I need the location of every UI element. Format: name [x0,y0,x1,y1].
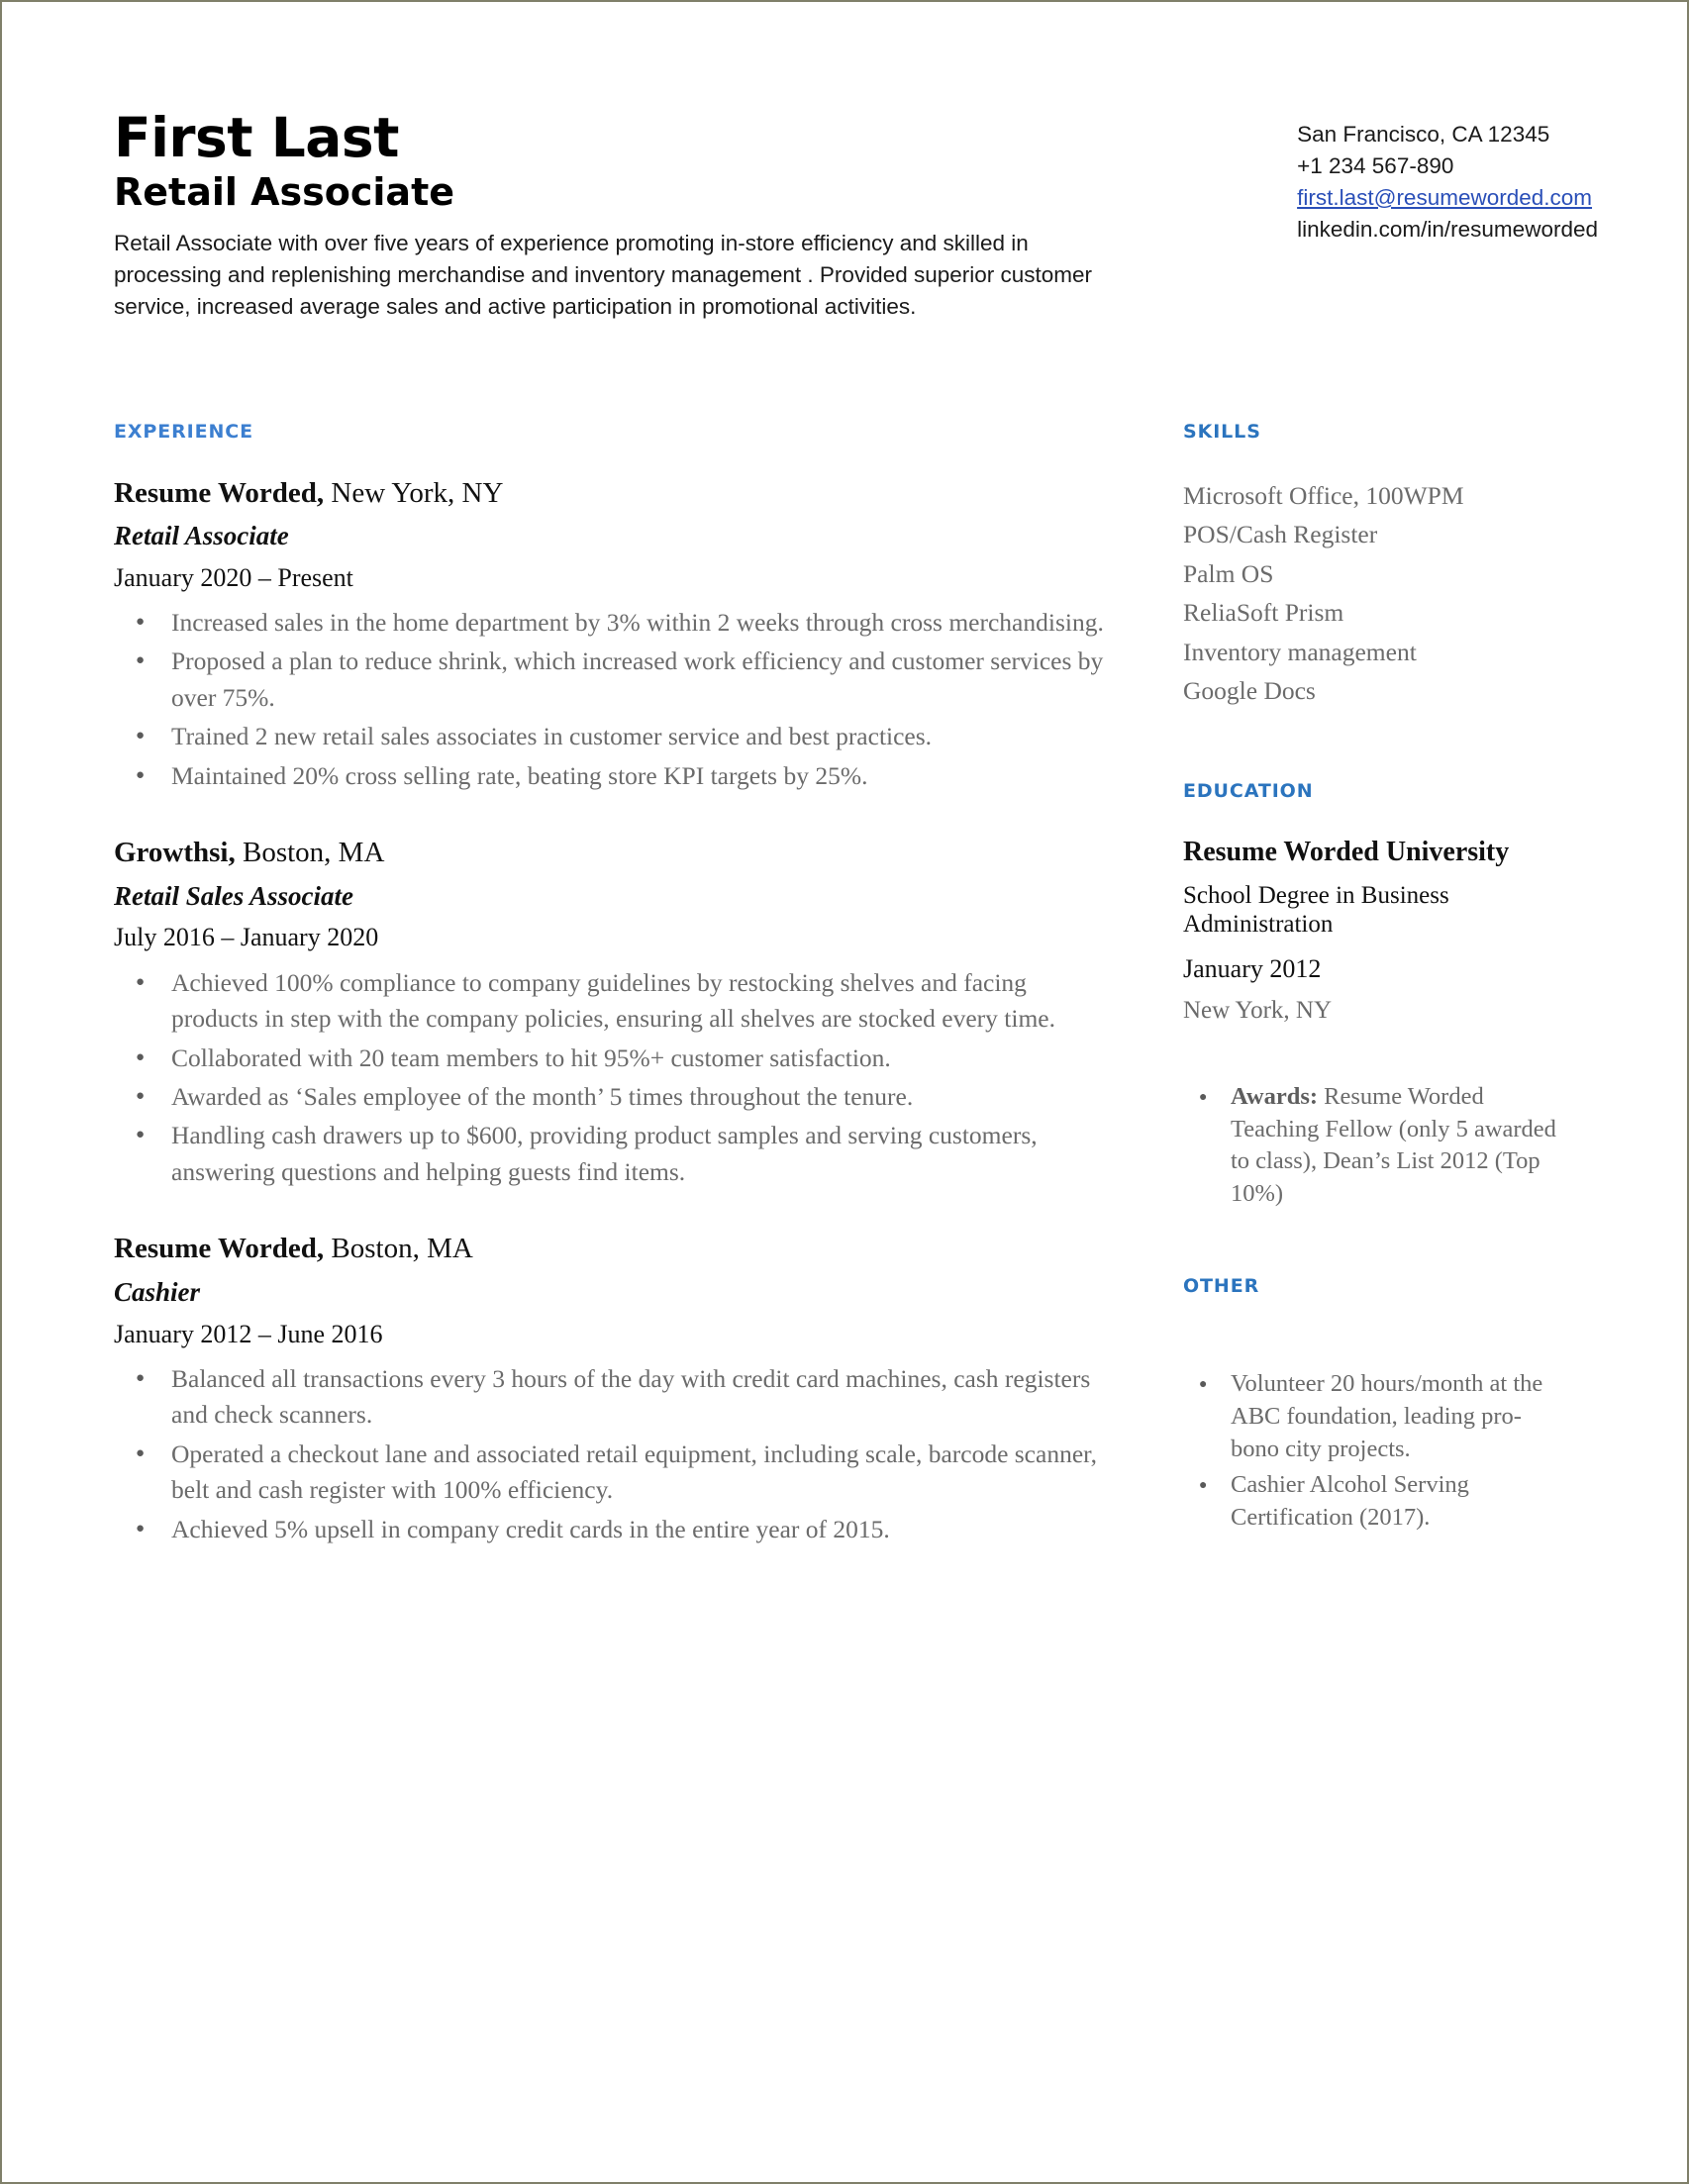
education-degree: School Degree in Business Administration [1183,881,1449,939]
contact-location: San Francisco, CA 12345 [1297,122,1550,147]
main-column [114,421,1104,1550]
resume-body [114,421,1598,1550]
skill-item: Inventory management [1183,637,1417,666]
job-company-name: Growthsi, [114,837,236,869]
job-bullet: ● Operated a checkout lane and associated retail equipment, including scale, barcode scanner, belt and cash register with 100% efficiency. [114,1437,1104,1509]
skill-item: Microsoft Office, 100WPM [1183,480,1464,510]
job-company-line [114,1232,1104,1266]
contact-linkedin: linkedin.com/in/resumeworded [1297,216,1598,242]
resume-header [114,106,1598,324]
skills-list [1183,476,1559,711]
awards-label: Awards: [1231,1083,1319,1111]
job-bullet-list [114,1361,1104,1547]
job-bullet: ● Trained 2 new retail sales associates in customer service and best practices. [114,719,1104,754]
other-section [1183,1275,1559,1534]
resume-content [114,106,1598,1550]
job-date-range: January 2012 – June 2016 [114,1319,383,1348]
sidebar-column [1183,421,1559,1539]
education-section [1183,780,1559,1211]
job-bullet: ● Collaborated with 20 team members to hit 95%+ customer satisfaction. [114,1041,1104,1076]
other-item: ● Volunteer 20 hours/month at the ABC foundation, leading pro-bono city projects. [1183,1368,1559,1465]
education-location: New York, NY [1183,997,1333,1025]
section-heading-education: EDUCATION [1183,779,1314,802]
contact-email-link[interactable]: first.last@resumeworded.com [1297,184,1593,210]
skills-section [1183,421,1559,711]
section-heading-experience: EXPERIENCE [114,420,254,443]
header-left-block [114,106,1104,324]
candidate-name: First Last [114,106,399,169]
job-location: Boston, MA [235,837,385,869]
education-award-item [1183,1081,1559,1210]
job-company-line [114,476,1104,511]
job-company-line [114,836,1104,870]
awards-text: Resume Worded Teaching Fellow (only 5 awarded to class), Dean’s List 2012 (Top 10%) [1231,1083,1556,1207]
spacer [1183,1026,1559,1081]
spacer [1183,711,1559,780]
job-location: New York, NY [324,476,504,509]
professional-summary: Retail Associate with over five years of experience promoting in-store efficiency and skilled in processing and replenishing merchandise and inventory management . Provided superior customer service, increased average sales and active participation in promotional activities. [114,231,1093,320]
skill-item: ReliaSoft Prism [1183,598,1344,628]
contact-phone: +1 234 567-890 [1297,152,1454,178]
experience-entry [114,836,1104,1190]
candidate-title: Retail Associate [114,170,455,215]
job-role-title: Cashier [114,1277,201,1308]
job-bullet: ● Maintained 20% cross selling rate, beating store KPI targets by 25%. [114,758,1104,794]
skill-item: Palm OS [1183,558,1274,588]
section-heading-skills: SKILLS [1183,420,1261,443]
job-bullet: ● Increased sales in the home department by 3% within 2 weeks through cross merchandising. [114,605,1104,641]
job-bullet: ● Handling cash drawers up to $600, providing product samples and serving customers, answering questions and helping guests find items. [114,1118,1104,1190]
job-bullet: ● Balanced all transactions every 3 hours of the day with credit card machines, cash registers and check scanners. [114,1361,1104,1434]
experience-entry [114,1232,1104,1547]
skill-item: POS/Cash Register [1183,520,1378,549]
job-bullet: ● Achieved 5% upsell in company credit cards in the entire year of 2015. [114,1512,1104,1547]
education-awards-list [1183,1081,1559,1210]
job-bullet: ● Awarded as ‘Sales employee of the month’ 5 times throughout the tenure. [114,1079,1104,1115]
job-date-range: January 2020 – Present [114,562,353,592]
job-bullet: ● Achieved 100% compliance to company guidelines by restocking shelves and facing products in step with the company policies, ensuring all shelves are stocked every time. [114,965,1104,1038]
job-bullet-list [114,965,1104,1191]
skill-item: Google Docs [1183,676,1316,706]
job-company-name: Resume Worded, [114,476,325,509]
job-role-title: Retail Sales Associate [114,881,353,912]
section-heading-other: OTHER [1183,1275,1260,1298]
other-list [1183,1368,1559,1534]
experience-entry [114,476,1104,795]
education-school-name: Resume Worded University [1183,836,1510,867]
contact-block [1297,109,1598,246]
other-item: ● Cashier Alcohol Serving Certification (2017). [1183,1469,1559,1534]
education-date: January 2012 [1183,953,1322,983]
job-location: Boston, MA [324,1233,473,1265]
job-bullet: ● Proposed a plan to reduce shrink, which increased work efficiency and customer services by over 75%. [114,644,1104,716]
spacer [1183,1331,1559,1368]
spacer [1183,1214,1559,1275]
job-company-name: Resume Worded, [114,1233,325,1265]
job-role-title: Retail Associate [114,521,289,551]
job-bullet-list [114,605,1104,794]
job-date-range: July 2016 – January 2020 [114,923,379,952]
